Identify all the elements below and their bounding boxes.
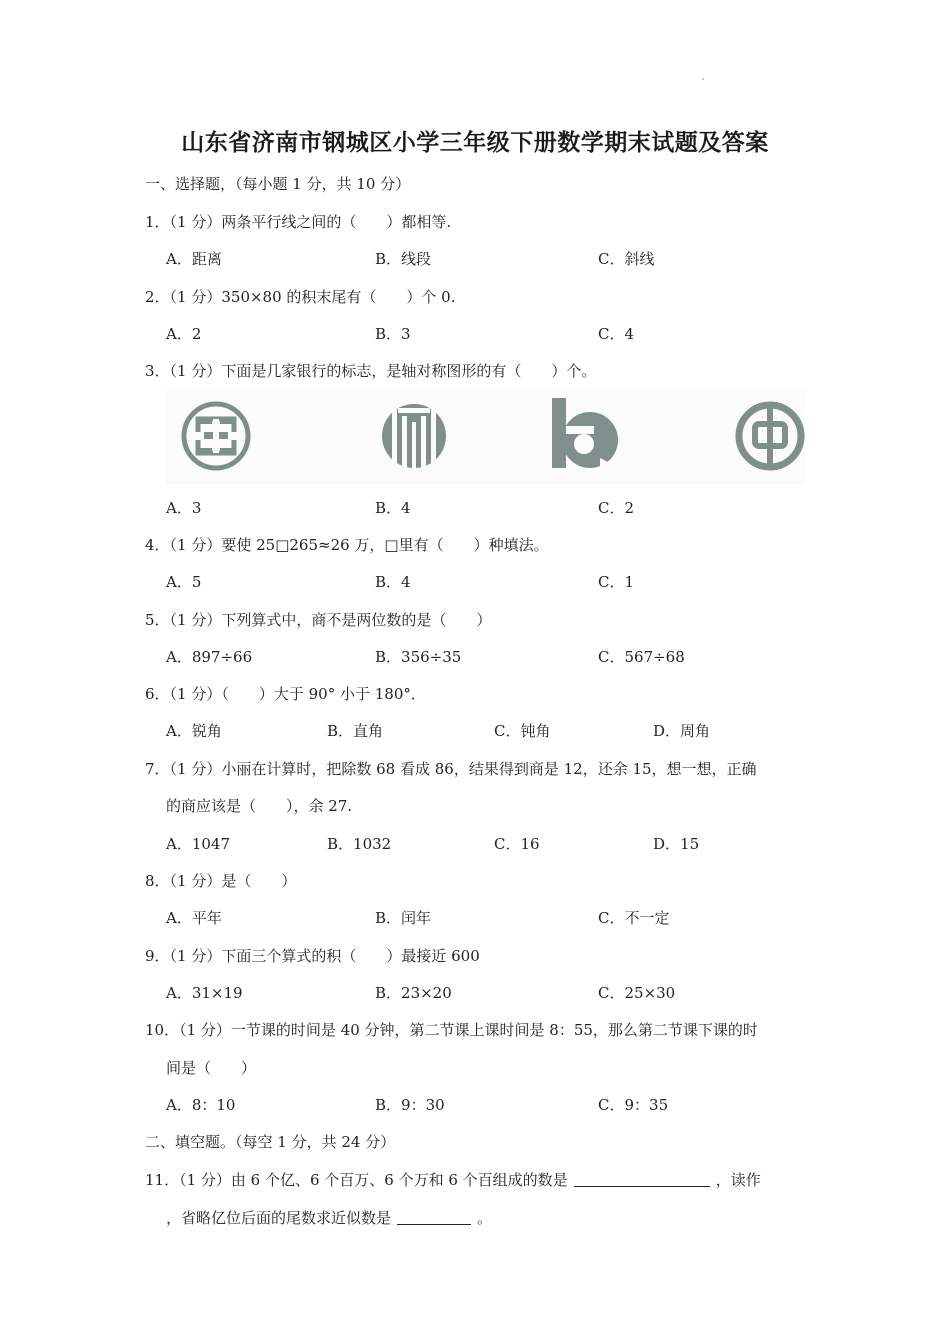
q4-option-b: B．4	[375, 573, 411, 591]
q8-option-a: A．平年	[166, 909, 222, 927]
q11-text-3: ，省略亿位后面的尾数求近似数是	[166, 1209, 392, 1227]
question-8: 8．（1 分）是（ ）	[145, 872, 297, 890]
q1-option-a: A．距离	[166, 250, 222, 268]
question-6: 6．（1 分）（ ）大于 90° 小于 180°．	[145, 685, 426, 703]
q9-option-c: C．25×30	[598, 984, 676, 1002]
question-10: 10．（1 分）一节课的时间是 40 分钟，第二节课上课时间是 8：55，那么第二节课下课的时	[145, 1021, 758, 1039]
q4-option-c: C．1	[598, 573, 635, 591]
icbc-logo	[168, 392, 264, 480]
q3-option-a: A．3	[166, 499, 202, 517]
q11-text-4: 。	[477, 1209, 493, 1227]
citic-logo	[368, 392, 464, 480]
q7-option-a: A．1047	[166, 835, 231, 853]
question-5: 5．（1 分）下列算式中，商不是两位数的是（ ）	[145, 611, 492, 629]
question-4: 4．（1 分）要使 25□265≈26 万，□里有（ ）种填法。	[145, 536, 549, 554]
section-heading-choice: 一、选择题，（每小题 1 分，共 10 分）	[145, 175, 411, 193]
q8-option-c: C．不一定	[598, 909, 670, 927]
boc-logo	[722, 392, 818, 480]
q11-answer-blank-1[interactable]	[574, 1172, 710, 1187]
q5-option-a: A．897÷66	[166, 648, 253, 666]
question-2: 2．（1 分）350×80 的积末尾有（ ）个 0.	[145, 288, 456, 306]
question-7: 7．（1 分）小丽在计算时，把除数 68 看成 86，结果得到商是 12，还余 15，想一想，正确	[145, 760, 757, 778]
question-11	[145, 1170, 761, 1190]
question-11-cont	[166, 1208, 492, 1228]
q11-text-2: ，读作	[715, 1171, 761, 1189]
question-7-cont: 的商应该是（ ），余 27.	[166, 797, 353, 815]
question-3: 3．（1 分）下面是几家银行的标志，是轴对称图形的有（ ）个。	[145, 362, 597, 380]
q6-option-c: C．钝角	[494, 722, 551, 740]
q5-option-b: B．356÷35	[375, 648, 462, 666]
q11-text-1: 11．（1 分）由 6 个亿、6 个百万、6 个万和 6 个百组成的数是	[145, 1171, 568, 1189]
q1-option-c: C．斜线	[598, 250, 655, 268]
q7-option-c: C．16	[494, 835, 540, 853]
q2-option-c: C．4	[598, 325, 635, 343]
q9-option-a: A．31×19	[166, 984, 243, 1002]
q6-option-b: B．直角	[327, 722, 384, 740]
q4-option-a: A．5	[166, 573, 202, 591]
q6-option-a: A．锐角	[166, 722, 222, 740]
q1-option-b: B．线段	[375, 250, 432, 268]
q10-option-c: C．9：35	[598, 1096, 669, 1114]
bocom-logo	[540, 392, 636, 480]
speck	[702, 78, 704, 80]
q7-option-d: D．15	[653, 835, 700, 853]
q3-option-c: C．2	[598, 499, 635, 517]
q5-option-c: C．567÷68	[598, 648, 685, 666]
q6-option-d: D．周角	[653, 722, 711, 740]
q10-option-a: A．8：10	[166, 1096, 236, 1114]
q10-option-b: B．9：30	[375, 1096, 445, 1114]
question-10-cont: 间是（ ）	[166, 1059, 257, 1077]
page-title: 山东省济南市钢城区小学三年级下册数学期末试题及答案	[181, 129, 769, 156]
q11-answer-blank-2[interactable]	[397, 1210, 471, 1225]
question-9: 9．（1 分）下面三个算式的积（ ）最接近 600	[145, 947, 480, 965]
q7-option-b: B．1032	[327, 835, 392, 853]
q3-option-b: B．4	[375, 499, 411, 517]
section-heading-fill: 二、填空题。（每空 1 分，共 24 分）	[145, 1133, 396, 1151]
q8-option-b: B．闰年	[375, 909, 432, 927]
q9-option-b: B．23×20	[375, 984, 452, 1002]
q2-option-a: A．2	[166, 325, 202, 343]
question-1: 1．（1 分）两条平行线之间的（ ）都相等.	[145, 213, 452, 231]
q2-option-b: B．3	[375, 325, 411, 343]
